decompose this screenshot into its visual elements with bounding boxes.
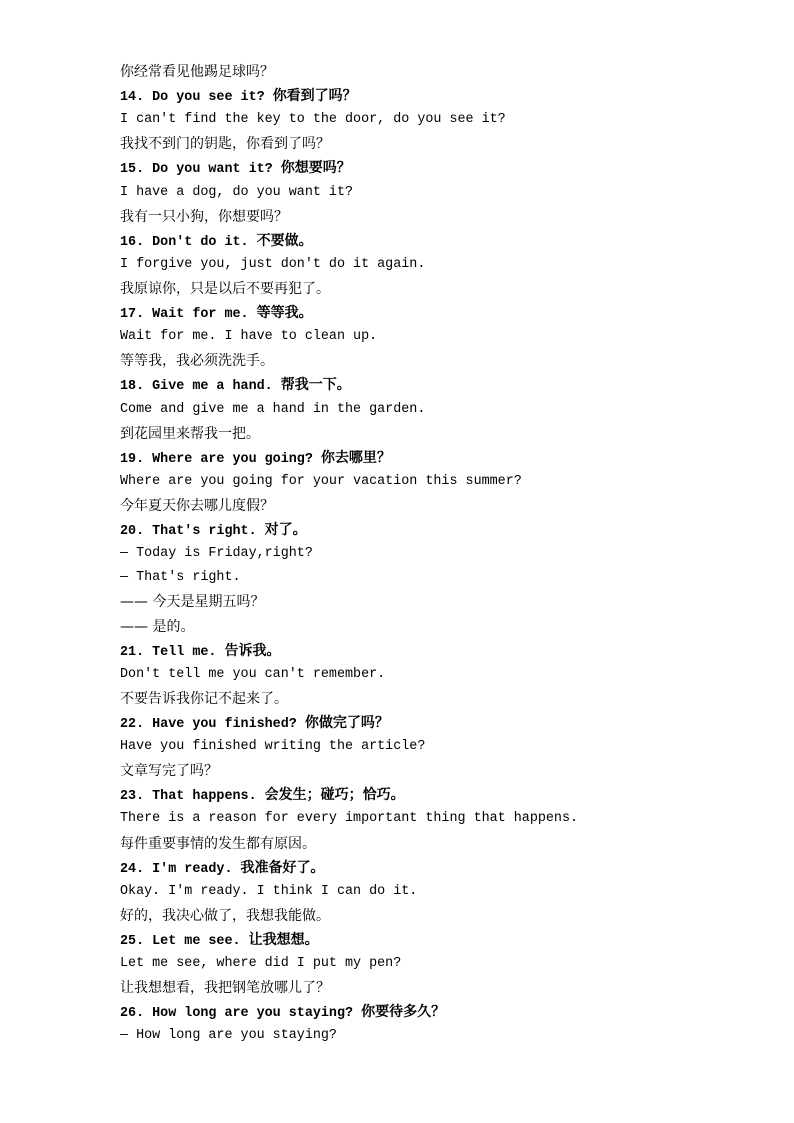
example-sentence-english: Wait for me. I have to clean up.: [120, 329, 378, 345]
example-sentence-english: Let me see, where did I put my pen?: [120, 956, 402, 972]
example-sentence-chinese: 你经常看见他踢足球吗？: [120, 64, 274, 80]
phrase-heading: [120, 928, 760, 952]
phrase-chinese: 告诉我。: [224, 642, 281, 659]
example-sentence-chinese: 好的，我决心做了，我想我能做。: [120, 907, 330, 924]
example-sentence-chinese: 今年夏天你去哪儿度假？: [120, 497, 274, 514]
example-sentence-english: I can't find the key to the door, do you see it?: [120, 112, 506, 128]
example-sentence-chinese: 不要告诉我你记不起来了。: [120, 690, 288, 707]
phrase-heading: [120, 1000, 760, 1024]
example-sentence-english: Come and give me a hand in the garden.: [120, 401, 426, 417]
phrase-english: 24. I'm ready.: [120, 861, 241, 877]
phrase-english: 23. That happens.: [120, 789, 265, 805]
example-sentence-chinese: 文章写完了吗？: [120, 763, 218, 780]
phrase-chinese: 帮我一下。: [280, 377, 351, 394]
phrase-heading: [120, 373, 760, 397]
phrase-heading: [120, 229, 760, 253]
example-sentence-english: I forgive you, just don't do it again.: [120, 256, 426, 272]
phrase-heading: [120, 84, 760, 108]
phrase-heading: [120, 856, 760, 880]
example-sentence-chinese: 我有一只小狗，你想要吗？: [120, 208, 288, 225]
phrase-english: 25. Let me see.: [120, 933, 249, 949]
phrase-english: 14. Do you see it?: [120, 90, 273, 106]
phrase-heading: [120, 301, 760, 325]
phrase-chinese: 我准备好了。: [240, 859, 325, 876]
phrase-chinese: 会发生；碰巧；恰巧。: [264, 787, 405, 804]
example-sentence-english: There is a reason for every important thing that happens.: [120, 811, 579, 827]
phrase-heading: [120, 156, 760, 180]
phrase-chinese: 等等我。: [256, 305, 313, 322]
phrase-english: 20. That's right.: [120, 524, 265, 540]
document-page: [120, 60, 760, 1048]
phrase-english: 19. Where are you going?: [120, 451, 321, 467]
example-sentence-chinese: 我原谅你，只是以后不要再犯了。: [120, 280, 330, 297]
example-sentence-chinese: 我找不到门的钥匙，你看到了吗？: [120, 136, 330, 153]
phrase-heading: [120, 518, 760, 542]
example-sentence-chinese: —— 是的。: [120, 618, 195, 635]
phrase-english: 15. Do you want it?: [120, 162, 281, 178]
example-sentence-english: — How long are you staying?: [120, 1028, 337, 1044]
phrase-english: 26. How long are you staying?: [120, 1006, 362, 1022]
phrase-heading: [120, 639, 760, 663]
phrase-english: 22. Have you finished?: [120, 716, 305, 732]
phrase-chinese: 你去哪里？: [320, 449, 391, 466]
phrase-chinese: 你想要吗？: [280, 160, 351, 177]
phrase-english: 18. Give me a hand.: [120, 379, 281, 395]
phrase-english: 21. Tell me.: [120, 644, 225, 660]
phrase-english: 16. Don't do it.: [120, 234, 257, 250]
example-sentence-chinese: 每件重要事情的发生都有原因。: [120, 835, 316, 852]
phrase-chinese: 你做完了吗？: [304, 714, 389, 731]
phrase-heading: [120, 783, 760, 807]
phrase-chinese: 你看到了吗？: [272, 88, 357, 105]
phrase-heading: [120, 711, 760, 735]
example-sentence-english: Have you finished writing the article?: [120, 739, 426, 755]
example-sentence-english: Don't tell me you can't remember.: [120, 666, 386, 682]
phrase-chinese: 不要做。: [256, 232, 313, 249]
phrase-chinese: 让我想想。: [248, 931, 319, 948]
example-sentence-english: Okay. I'm ready. I think I can do it.: [120, 883, 418, 899]
example-sentence-english: — That's right.: [120, 570, 241, 586]
phrase-chinese: 对了。: [264, 522, 307, 539]
example-sentence-chinese: —— 今天是星期五吗？: [120, 594, 265, 611]
example-sentence-english: Where are you going for your vacation this summer?: [120, 473, 522, 489]
example-sentence-chinese: 到花园里来帮我一把。: [120, 425, 260, 442]
example-sentence-english: I have a dog, do you want it?: [120, 184, 354, 200]
phrase-heading: [120, 446, 760, 470]
example-sentence-chinese: 让我想想看，我把钢笔放哪儿了？: [120, 980, 330, 997]
phrase-chinese: 你要待多久？: [361, 1004, 446, 1021]
phrase-english: 17. Wait for me.: [120, 307, 257, 323]
example-sentence-english: — Today is Friday,right?: [120, 546, 313, 562]
example-sentence-chinese: 等等我，我必须洗洗手。: [120, 353, 274, 370]
